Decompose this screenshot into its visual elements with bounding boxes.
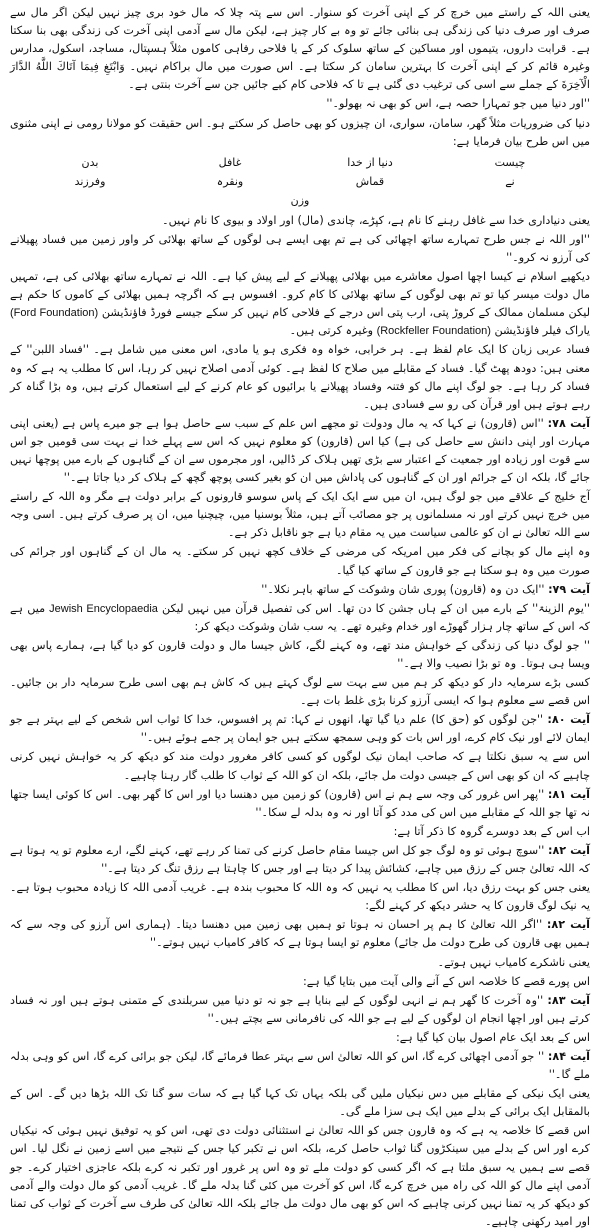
paragraph (10, 4, 590, 94)
couplet-word: غافل (218, 155, 242, 169)
paragraph (10, 600, 590, 636)
ayah-heading: آیت ۸۰: (547, 713, 590, 727)
ayah-heading: آیت ۸۳: (547, 993, 591, 1007)
paragraph: اس سے یہ سبق نکلتا ہے کہ صاحب ایمان نیک لوگوں کو کسی کافر مغرور دولت مند کو دیکھ کر یہ خواہش نہیں کرنی چاہیے کہ ان کو بھی اس کے جیسی دولت مل جائے، بلکہ ان کو اللہ کے ثواب کا طلب گار رہنا چاہیے۔ (10, 750, 590, 782)
arabic-quote: وَابْتَغِ فِيمَا آتَاكَ اللَّهُ الدَّارَ الْآخِرَةَ (10, 60, 590, 92)
paragraph: فساد عربی زبان کا ایک عام لفظ ہے۔ ہر خرابی، خواہ وہ فکری ہو یا مادی، اس معنی میں شامل ہے۔ ''فساد اللبن'' کے معنی ہیں: دودھ پھٹ گیا۔ فساد کے مقابلے میں صلاح کا لفظ ہے۔ کوئی آدمی اصلاح نہیں کر رہا، اس کا مطلب یہ ہے کہ وہ فساد کر رہا ہے۔ جو لوگ اپنے مال کو فتنہ وفساد پھیلانے یا برائیوں کو عام کرنے کے لیے استعمال کرتے ہیں، وہ بڑا گناہ کر رہے ہوتے ہیں اور قرآن کی رو سے فسادی ہیں۔ (10, 343, 590, 411)
ayah-text: ''سوچ ہوئی تو وہ لوگ جو کل اس جیسا مقام حاصل کرنے کی تمنا کر رہے تھے، کہنے لگے، ارے معلوم تو یہ ہوتا ہے کہ اللہ تعالیٰ جس کے رزق میں چاہے، کشائش پیدا کر دیتا ہے اور جس کا چاہتا ہے رزق تنگ کر دیتا ہے۔'' (10, 843, 590, 876)
ayah-84 (10, 1048, 590, 1084)
ayah-79 (10, 581, 590, 599)
couplet-word: چیست (494, 155, 526, 169)
paragraph: یعنی ایک نیکی کے مقابلے میں دس نیکیاں ملیں گی بلکہ یہاں تک کہا گیا ہے کہ سات سو گنا تک اللہ بڑھا دیں گے۔ اس کے بالمقابل ایک برائی کے بدلے میں ایک ہی سزا ملے گی۔ (10, 1087, 590, 1119)
couplet-word: ونقرہ (216, 174, 244, 188)
paragraph: کسی بڑے سرمایہ دار کو دیکھ کر ہم میں سے بہت سے لوگ کہتے ہیں کہ کاش ہم بھی اسی طرح سرمایہ دار بن جائیں۔ اس قصے سے معلوم ہوا کہ ایسی آرزو کرنا بڑی غلط بات ہے۔ (10, 676, 590, 708)
ayah-78 (10, 415, 590, 487)
paragraph-text: کے جملے سے اسی کی ترغیب دی گئی ہے تا کہ فلاحی کام کیے جائیں جن سے آخرت بنتی ہے۔ (128, 78, 558, 92)
ayah-text: '' جو آدمی اچھائی کرے گا، اس کو اللہ تعالیٰ اس سے بہتر عطا فرمائے گا، لیکن جو برائی کرے گا، اس کو وہی بدلہ ملے گا۔'' (10, 1049, 590, 1082)
ayah-text: ''پھر اس غرور کی وجہ سے ہم نے اس (قارون) کو زمین میں دھنسا دیا اور اس کا گھر بھی۔ اس کا کوئی ایسا جتھا نہ تھا جو اللہ کے مقابلے میں اس کی مدد کو آتا اور نہ وہ بدلہ لے سکا۔'' (10, 787, 590, 819)
paragraph (10, 268, 590, 340)
ayah-heading: آیت ۸۱: (547, 787, 590, 801)
couplet-line-2 (10, 172, 590, 210)
ayah-heading: آیت ۸۲: (546, 918, 590, 932)
paragraph: اس کے بعد ایک عام اصول بیان کیا گیا ہے: (395, 1030, 590, 1044)
ayah-heading: آیت ۷۹: (548, 582, 590, 596)
ayah-82 (10, 842, 590, 878)
ayah-text: ''وہ آخرت کا گھر ہم نے انہی لوگوں کے لیے بنایا ہے جو نہ تو دنیا میں سربلندی کے متمنی ہوتے ہیں اور نہ فساد کرتے ہیں اور اچھا انجام ان لوگوں کے لیے ہے جو اللہ کی نافرمانی سے بچتے ہیں۔'' (10, 993, 590, 1025)
paragraph-text: یاراک فیلر فاؤنڈیشن (494, 324, 590, 338)
couplet-word: دنیا از خدا (347, 155, 393, 169)
paragraph: یعنی ناشکرے کامیاب نہیں ہوتے۔ (437, 955, 590, 969)
ayah-heading: آیت ۸۲: (547, 843, 590, 857)
quote-paragraph: ''اور دنیا میں جو تمہارا حصہ ہے، اس کو بھی نہ بھولو۔'' (326, 97, 590, 111)
couplet-word: نے (505, 174, 515, 188)
conclusion-paragraph: اس قصے کا خلاصہ یہ ہے کہ وہ قارون جس کو اللہ تعالیٰ نے استثنائی دولت دی تھی، اس کو یہ توفیق نہیں ہوئی کہ نیکیاں کرے اور اس کے بدلے میں سینکڑوں گنا ثواب حاصل کرے، بلکہ اس نے تکبر کیا جس کے نتیجے میں اسے زمین نے نگل لیا۔ اس قصے سے ہمیں یہ سبق ملتا ہے کہ اگر کسی کو دولت ملے تو وہ اس پر غرور اور تکبر نہ کرے بلکہ عاجزی اختیار کرے۔ جو آدمی اپنے مال کو اللہ کی راہ میں خرچ کرے گا، اس کو آخرت میں کئی گنا بدلہ ملے گا۔ غریب آدمی کو مال دولت والے آدمی کو دیکھ کر یہ تمنا نہیں کرنی چاہیے کہ اس کو بھی مال دولت مل جائے بلکہ اللہ تعالیٰ کی طرف سے آخرت کے ثواب کی تمنا اور امید رکھنی چاہیے۔ (10, 1124, 590, 1228)
couplet-word: بدن (81, 155, 99, 169)
paragraph-text: دیکھیے اسلام نے کیسا اچھا اصول معاشرے میں بھلائی پھیلانے کے لیے پیش کیا ہے۔ اللہ نے تمہارے ساتھ بھلائی کی ہے، تمہیں مال دولت میسر کیا تو تم بھی لوگوں کے ساتھ بھلائی کا کام کرو۔ افسوس ہے کہ اگرچہ ہمیں بھلائی کے کاموں کا حکم ہے لیکن مسلمان ممالک کے کروڑ پتی، ارب پتی اس درجے کے فلاحی کام نہیں کر سکے جیسے فورڈ فاؤنڈیشن (10, 270, 591, 320)
couplet-word: وفرزند (74, 174, 106, 188)
ayah-text: ''اس (قارون) نے کہا کہ یہ مال ودولت تو مجھے اس علم کے سبب سے حاصل ہوا ہے جو میرے پاس ہے (یعنی اپنی مہارت اور اپنی دانش سے حاصل کی ہے) کیا اس (قارون) کو معلوم نہیں کہ اس سے پہلے خدا نے بہت سی قومیں جو اس سے قوت اور زیادہ اور جمعیت کے اعتبار سے بڑی تھیں ہلاک کر ڈالیں، اور مجرموں سے ان کے گناہوں کے بارے میں پوچھا نہیں جائے گا، بلکہ ان کے جرائم اور ان کے گناہوں کی پاداش میں ان کو بغیر کسی پوچھ گچھ کے ہلاک کر دیا جاتا ہے۔'' (10, 416, 590, 485)
paragraph-text: ''یوم الزینۃ'' کے بارے میں ان کے ہاں جشن کا دن تھا۔ اس کی تفصیل قرآن میں نہیں لیکن (162, 601, 590, 615)
ayah-text: ''اگر اللہ تعالیٰ کا ہم پر احسان نہ ہوتا تو ہمیں بھی زمین میں دھنسا دیتا۔ (ہماری اس آرزو کی وجہ سے کہ ہمیں بھی قارون کی طرح دولت مل جائے) معلوم تو ایسا ہوتا ہے کہ کافر کامیاب نہیں ہوتے۔'' (10, 918, 590, 950)
jewish-encyclopaedia-name: Jewish Encyclopaedia (49, 602, 158, 615)
couplet-word: وزن (290, 193, 310, 207)
rockefeller-foundation-name: (Rockfeller Foundation) (376, 325, 491, 338)
ayah-heading: آیت ۷۸: (547, 416, 590, 430)
paragraph: اب اس کے بعد دوسرے گروہ کا ذکر آتا ہے: (393, 824, 590, 838)
quote-paragraph: ''اور اللہ نے جس طرح تمہارے ساتھ اچھائی کی ہے تم بھی ایسے ہی لوگوں کے ساتھ بھلائی کر واور زمین میں فساد پھیلانے کی آرزو نہ کرو۔'' (10, 232, 590, 264)
paragraph-text: میں ہے کہ اس کے ساتھ چار ہزار گھوڑے اور خدام وغیرہ تھے۔ یہ سب شان وشوکت دیکھ کر: (10, 601, 590, 633)
paragraph: اس پورے قصے کا خلاصہ اس کے آنے والی آیت میں بتایا گیا ہے: (302, 974, 590, 988)
paragraph: یعنی دنیاداری خدا سے غافل رہنے کا نام ہے، کپڑے، چاندی (مال) اور اولاد و بیوی کا نام نہیں۔ (162, 213, 590, 227)
quote-paragraph: '' جو لوگ دنیا کی زندگی کے خواہش مند تھے، وہ کہنے لگے، کاش جیسا مال و دولت قارون کو دیا گیا ہے، ہمارے پاس بھی ویسا ہی ہوتا۔ وہ تو بڑا نصیب والا ہے۔'' (10, 638, 590, 670)
paragraph-text: وغیرہ کرتی ہیں۔ (289, 324, 374, 338)
paragraph: وہ اپنے مال کو بچانے کی فکر میں امریکہ کی مرضی کے خلاف کچھ نہیں کر سکتے۔ یہ مال ان کے گناہوں اور جرائم کی صورت میں وہ ہو سکتا ہے جو قارون کے ساتھ کیا گیا۔ (10, 545, 590, 577)
paragraph: دنیا کی ضروریات مثلاً گھر، سامان، سواری، ان چیزوں کو بھی حاصل کر سکتے ہو۔ اس حقیقت کو مولانا رومی نے اپنی مثنوی میں اس طرح بیان فرمایا ہے: (10, 116, 590, 148)
ayah-82-continued (10, 916, 590, 952)
paragraph: یعنی جس کو بہت رزق دیا، اس کا مطلب یہ نہیں کہ وہ اللہ کا محبوب بندہ ہے۔ غریب آدمی اللہ کا زیادہ محبوب ہوتا ہے۔ یہ نیک لوگ قارون کا یہ حشر دیکھ کر کہنے لگے: (10, 881, 590, 913)
ayah-83 (10, 992, 590, 1028)
ayah-text: ''جن لوگوں کو (حق کا) علم دیا گیا تھا، انھوں نے کہا: تم پر افسوس، خدا کا ثواب اس شخص کے لیے بہتر ہے جو ایمان لائے اور نیک کام کرے، اور اس بات کو وہی سمجھ سکتے ہیں جو ایمان پر جمے ہوئے ہیں۔'' (10, 713, 590, 745)
couplet-word: قماش (355, 174, 385, 188)
paragraph-text: یعنی اللہ کے راستے میں خرچ کر کے اپنی آخرت کو سنوار۔ اس سے پتہ چلا کہ مال خود بری چیز نہیں لیکن اگر مال سے صرف اور صرف دنیا کی زندگی ہی بنائی جائے تو وہ بے کار چیز ہے، لیکن مال سے آدمی اپنی آخرت کی زندگی بھی بنا سکتا ہے۔ قرابت داروں، یتیموں اور مساکین کے ساتھ سلوک کر کے یا فلاحی رفاہی کاموں مثلاً ہسپتال، مساجد، اسکول، مدارس وغیرہ قائم کر کے اپنی آخرت کا بہترین سامان کر سکتا ہے۔ اس صورت میں مال براکام نہیں۔ (10, 6, 590, 74)
ayah-80 (10, 711, 590, 747)
couplet-line-1 (10, 153, 590, 172)
ayah-text: ''ایک دن وہ (قارون) پوری شان وشوکت کے ساتھ باہر نکلا۔'' (261, 582, 545, 596)
ayah-81 (10, 786, 590, 822)
urdu-article-page (10, 4, 591, 1228)
ayah-heading: آیت ۸۴: (547, 1049, 590, 1063)
ford-foundation-name: (Ford Foundation) (10, 307, 99, 320)
paragraph: آج خلیج کے علاقے میں جو لوگ ہیں، ان میں سے ایک ایک کے پاس سوسو قارونوں کے برابر دولت ہے مگر وہ اللہ کے راستے میں خرچ نہیں کرتے اور نہ مسلمانوں پر جو مصائب آتے ہیں، مثلاً بوسنیا میں، چیچنیا میں، ان پر صرف کرتے ہیں۔ اسی وجہ سے اللہ تعالیٰ نے ان کو عالمی سیاست میں یہ مقام دیا ہے جو ناقابل ذکر ہے۔ (10, 490, 590, 540)
persian-couplet (10, 153, 590, 210)
